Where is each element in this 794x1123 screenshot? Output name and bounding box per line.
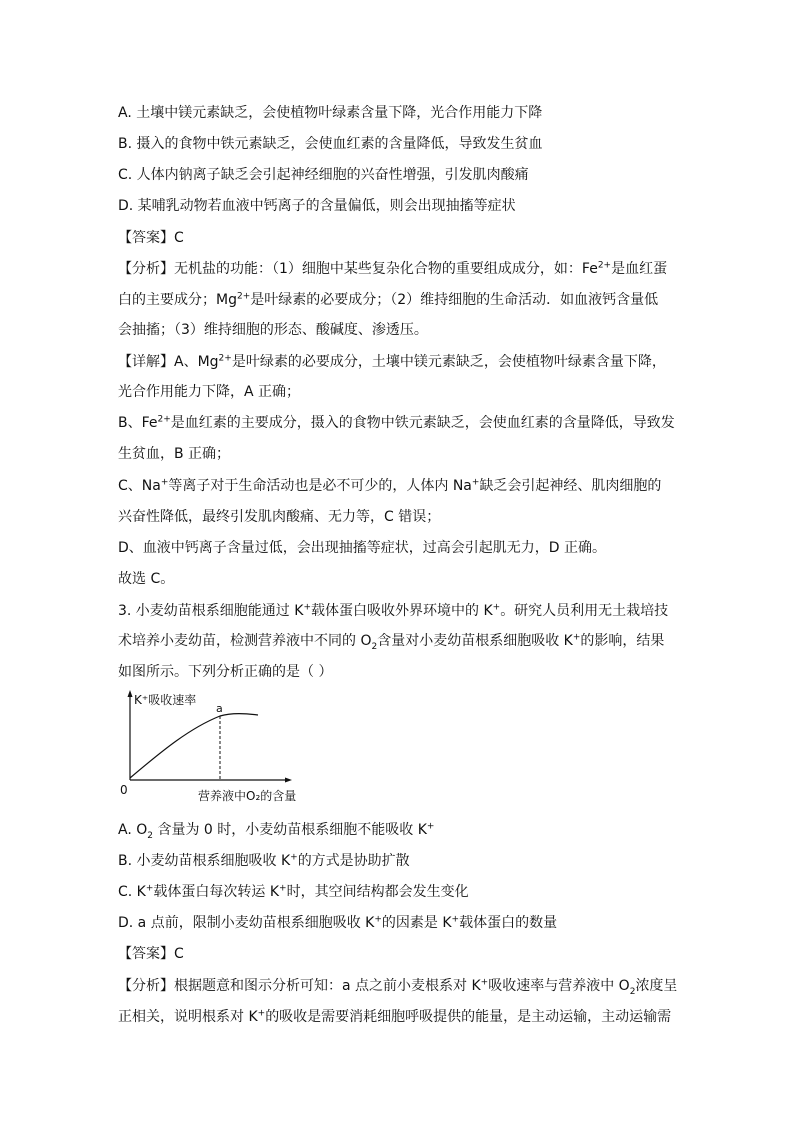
q2-analysis-line-3: 会抽搐；（3）维持细胞的形态、酸碱度、渗透压。 — [118, 322, 428, 338]
point-a-label: a — [216, 702, 223, 715]
absorption-curve — [130, 714, 258, 778]
q2-conclusion: 故选 C。 — [118, 571, 175, 587]
q2-option-c: C. 人体内钠离子缺乏会引起神经细胞的兴奋性增强，引发肌肉酸痛 — [118, 167, 529, 183]
x-axis-label: 营养液中O₂的含量 — [198, 789, 297, 803]
q3-answer: 【答案】C — [118, 946, 184, 962]
q2-analysis-line-2: 白的主要成分；$Mg^{2+}$是叶绿素的必要成分；（2）维持细胞的生命活动．如血液钙含量低 — [118, 291, 659, 308]
q3-option-b: B. 小麦幼苗根系细胞吸收 K+的方式是协助扩散 — [118, 852, 410, 869]
q2-answer: 【答案】C — [118, 230, 184, 246]
q2-detail-line-3: B、$Fe^{2+}$是血红素的主要成分，摄入的食物中铁元素缺乏，会使血红素的含量降低，导致发 — [118, 414, 675, 431]
q3-option-c: C. K+载体蛋白每次转运 K+时，其空间结构都会发生变化 — [118, 883, 469, 900]
q3-analysis-line-2: 正相关，说明根系对 K+的吸收是需要消耗细胞呼吸提供的能量，是主动运输，主动运输需 — [118, 1008, 672, 1025]
k-absorption-chart — [118, 688, 318, 808]
q2-option-d: D. 某哺乳动物若血液中钙离子的含量偏低，则会出现抽搐等症状 — [118, 198, 516, 214]
q3-stem-line-3: 如图所示。下列分析正确的是（ ） — [118, 664, 333, 680]
x-axis-arrow — [285, 778, 292, 783]
q2-option-b: B. 摄入的食物中铁元素缺乏，会使血红素的含量降低，导致发生贫血 — [118, 136, 543, 152]
q3-stem-line-1: 3. 小麦幼苗根系细胞能通过 K+载体蛋白吸收外界环境中的 K+。研究人员利用无土栽培技 — [118, 602, 669, 619]
q2-option-a: A. 土壤中镁元素缺乏，会使植物叶绿素含量下降，光合作用能力下降 — [118, 105, 543, 121]
q3-stem-line-2: 术培养小麦幼苗，检测营养液中不同的 $O_2$含量对小麦幼苗根系细胞吸收 K+的影响，结果 — [118, 632, 665, 652]
q2-detail-line-5: C、Na+等离子对于生命活动也是必不可少的，人体内 Na+缺乏会引起神经、肌肉细胞的 — [118, 477, 662, 494]
y-axis-label: K⁺吸收速率 — [134, 693, 197, 707]
q2-detail-line-4: 生贫血，B 正确； — [118, 446, 231, 462]
q2-analysis-line-1: 【分析】无机盐的功能：（1）细胞中某些复杂化合物的重要组成成分，如：$Fe^{2+}$是血红蛋 — [118, 260, 668, 277]
q3-option-d: D. a 点前，限制小麦幼苗根系细胞吸收 K+的因素是 K+载体蛋白的数量 — [118, 914, 558, 931]
q3-analysis-line-1: 【分析】根据题意和图示分析可知：a 点之前小麦根系对 K+吸收速率与营养液中 $O_2$浓度呈 — [118, 977, 678, 997]
q2-detail-line-2: 光合作用能力下降，A 正确； — [118, 384, 301, 400]
q3-option-a: A. $O_2$ 含量为 0 时，小麦幼苗根系细胞不能吸收 K+ — [118, 821, 435, 841]
q2-detail-line-7: D、血液中钙离子含量过低，会出现抽搐等症状，过高会引起肌无力，D 正确。 — [118, 540, 607, 556]
origin-label: 0 — [120, 783, 128, 797]
q2-detail-line-6: 兴奋性降低，最终引发肌肉酸痛、无力等，C 错误； — [118, 509, 441, 525]
y-axis-arrow — [128, 690, 133, 697]
q2-detail-line-1: 【详解】A、$Mg^{2+}$是叶绿素的必要成分，土壤中镁元素缺乏，会使植物叶绿素含量下降， — [118, 353, 666, 370]
